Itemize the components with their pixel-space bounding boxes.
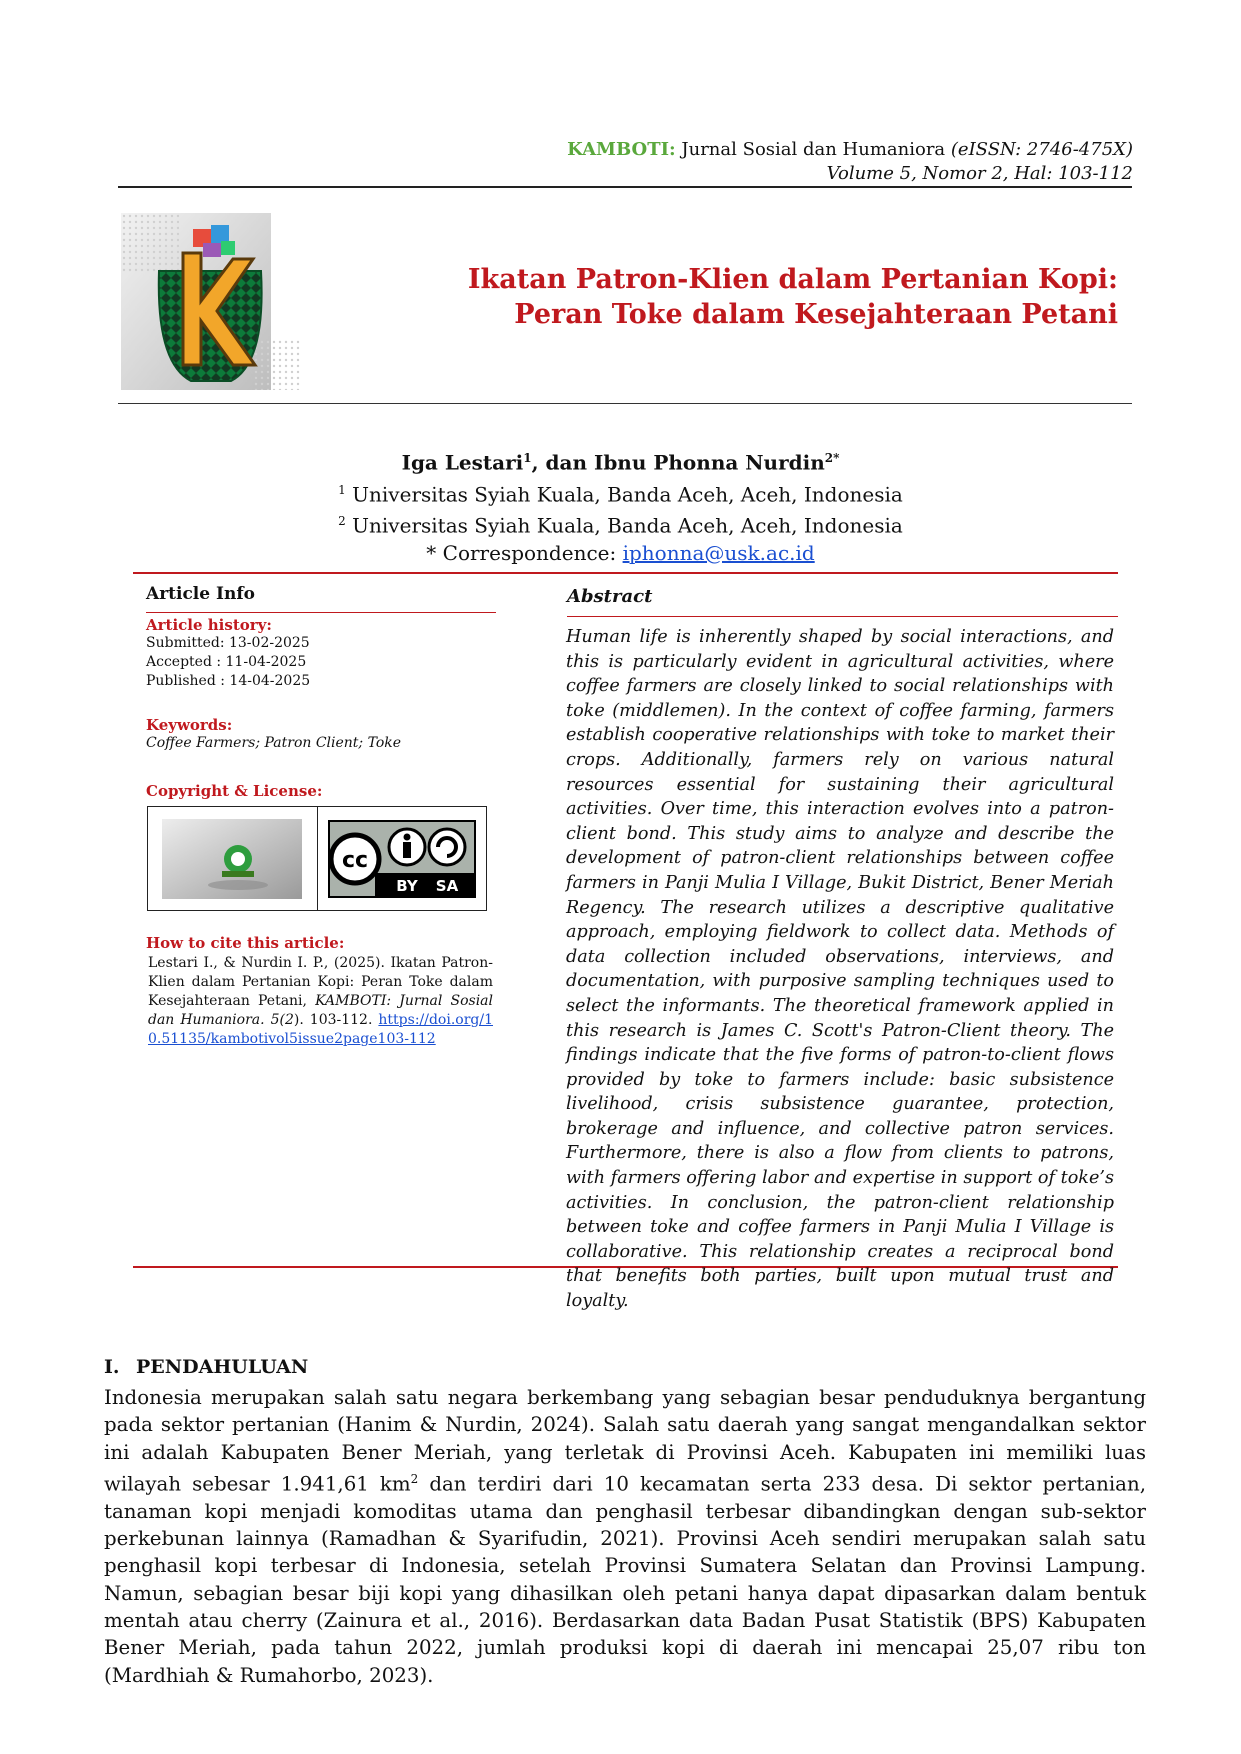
history-label: Article history: — [146, 616, 272, 634]
journal-subtitle: Jurnal Sosial dan Humaniora — [675, 139, 951, 160]
author-block — [0, 445, 1241, 567]
journal-issn: (eISSN: 2746-475X) — [950, 139, 1133, 160]
author-2-sup: 2* — [824, 451, 840, 465]
section-paragraph: Indonesia merupakan salah satu negara berkembang yang sebagian besar penduduknya bergantung pada sektor pertanian (Hanim & Nurdin, 2024). Salah satu daerah yang sangat mengandalkan sektor ini adalah Kabupaten Bener Meriah, yang terletak di Provinsi Aceh. Kabupaten ini memiliki luas wilayah sebesar 1.941,61 $km^2$ dan terdiri dari 10 kecamatan serta 233 desa. Di sektor pertanian, tanaman kopi menjadi komoditas utama dan penghasil terbesar dibandingkan dengan sub-sektor perkebunan lainnya (Ramadhan & Syarifudin, 2021). Provinsi Aceh sendiri merupakan salah satu penghasil kopi terbesar di Indonesia, setelah Provinsi Sumatera Selatan dan Provinsi Lampung. Namun, sebagian besar biji kopi yang dihasilkan oleh petani hanya dapat dipasarkan dalam bentuk mentah atau cherry (Zainura et al., 2016). Berdasarkan data Badan Pusat Statistik (BPS) Kabupaten Bener Meriah, pada tahun 2022, jumlah produksi kopi di daerah ini mencapai 25,07 ribu ton (Mardhiah & Rumahorbo, 2023). — [104, 1386, 1146, 1687]
keywords-value: Coffee Farmers; Patron Client; Toke — [146, 735, 402, 751]
abstract-text: Human life is inherently shaped by social interactions, and this is particularly evident in agricultural activities, where coffee farmers are closely linked to social relationships with toke (middlemen). In the context of coffee farming, farmers establish cooperative relationships with toke to market their crops. Additionally, farmers rely on various natural resources essential for sustaining their agricultural activities. Over time, this interaction evolves into a patron-client bond. This study aims to analyze and describe the development of patron-client relationships between coffee farmers in Panji Mulia I Village, Bukit District, Bener Meriah Regency. The research utilizes a descriptive qualitative approach, employing fieldwork to collect data. Methods of data collection included observations, interviews, and documentation, with purposive sampling techniques used to select the informants. The theoretical framework applied in this research is James C. Scott's Patron-Client theory. The findings indicate that the five forms of patron-to-client flows provided by toke to farmers include: basic subsistence livelihood, crisis subsistence guarantee, protection, brokerage and influence, and collective patron services. Furthermore, there is also a flow from clients to patrons, with farmers offering labor and expertise in support of toke’s activities. In conclusion, the patron-client relationship between toke and coffee farmers in Panji Mulia I Village is collaborative. This relationship creates a reciprocal bond that benefits both parties, built upon mutual trust and loyalty. — [566, 627, 1114, 1312]
cite-text: Lestari I., & Nurdin I. P., (2025). Ikatan Patron-Klien dalam Pertanian Kopi: Peran Toke dalam Kesejahteraan Petani, — [148, 955, 493, 1009]
cc-by-sa-icon — [327, 819, 477, 899]
kamboti-k-logo-icon — [121, 213, 301, 390]
published-date: Published : 14-04-2025 — [146, 673, 311, 689]
author-1-sup: 1 — [523, 451, 532, 465]
section-heading — [104, 1356, 308, 1378]
section-title: PENDAHULUAN — [136, 1356, 309, 1378]
keywords-label: Keywords: — [146, 716, 233, 734]
correspondence-email-link[interactable]: iphonna@usk.ac.id — [622, 540, 815, 565]
article-title: Ikatan Patron-Klien dalam Pertanian Kopi: Peran Toke dalam Kesejahteraan Petani — [467, 264, 1118, 330]
journal-name: KAMBOTI: — [567, 139, 676, 160]
cite-block — [148, 954, 493, 1049]
abstract-heading: Abstract — [567, 586, 653, 607]
article-history — [146, 616, 496, 691]
info-top-rule — [133, 572, 1118, 574]
article-info-rule — [146, 612, 496, 613]
affiliation-1: $^1$ Universitas Syiah Kuala, Banda Aceh, Aceh, Indonesia — [338, 482, 903, 507]
license-label: Copyright & License: — [146, 782, 323, 800]
author-names — [0, 445, 1241, 477]
author-1: Iga Lestari — [401, 450, 524, 475]
author-joiner: , dan — [531, 450, 594, 475]
cc-by-sa-cell — [317, 807, 487, 910]
journal-volume: Volume 5, Nomor 2, Hal: 103-112 — [826, 163, 1133, 184]
submitted-date: Submitted: 13-02-2025 — [146, 635, 310, 651]
affiliation-2: $^2$ Universitas Syiah Kuala, Banda Aceh, Aceh, Indonesia — [338, 513, 903, 538]
keywords-block — [146, 716, 496, 753]
cite-issue: 2 — [284, 1012, 294, 1028]
author-2: Ibnu Phonna Nurdin — [593, 450, 825, 475]
abstract-rule — [567, 616, 1118, 617]
title-rule — [118, 403, 1132, 404]
correspondence: * Correspondence: iphonna@usk.ac.id — [426, 540, 815, 565]
section-number: I. — [104, 1356, 120, 1378]
cite-label: How to cite this article: — [146, 934, 345, 952]
cite-pages: ). 103-112. — [293, 1012, 373, 1028]
licensor-logo-icon — [162, 819, 302, 899]
cc-sa-label: SA — [435, 876, 458, 895]
cc-by-label: BY — [396, 876, 418, 895]
svg-text:cc: cc — [341, 847, 368, 873]
header-rule — [118, 186, 1132, 188]
cite-doi-link[interactable]: https://doi.org/10.51135/kambotivol5issue2page103-112 — [148, 1012, 493, 1047]
accepted-date: Accepted : 11-04-2025 — [146, 654, 307, 670]
license-logo-cell — [148, 807, 317, 910]
license-box — [147, 806, 487, 911]
journal-header — [567, 138, 1133, 186]
article-info-heading: Article Info — [146, 584, 255, 604]
journal-logo — [121, 213, 301, 390]
cite-journal: KAMBOTI: Jurnal Sosial dan Humaniora. 5( — [148, 993, 494, 1028]
